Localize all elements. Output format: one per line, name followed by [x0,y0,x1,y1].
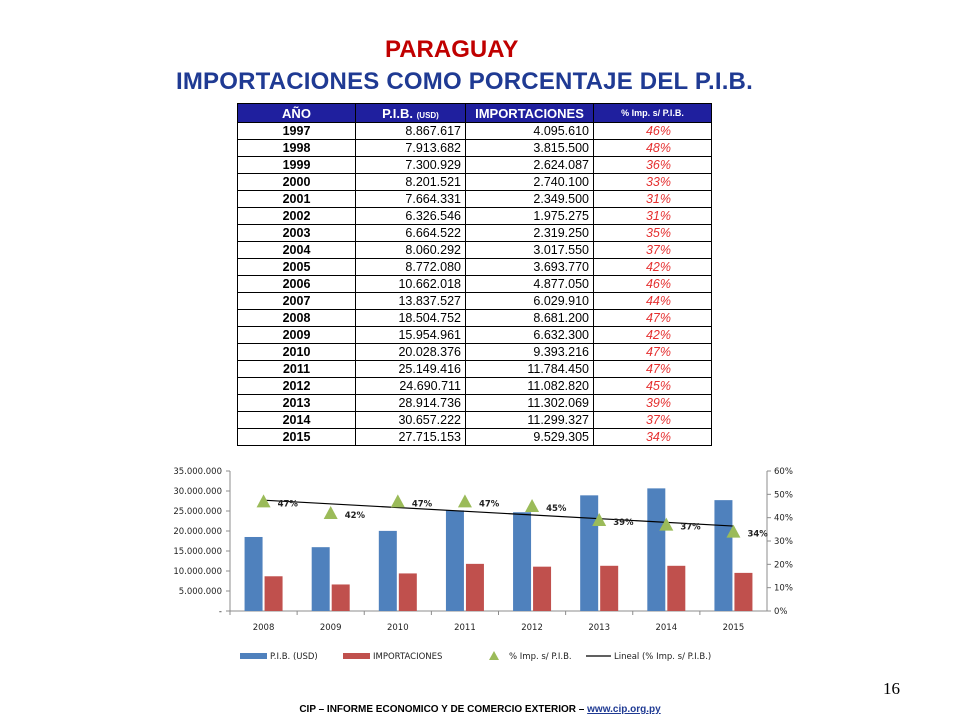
table-body [238,123,712,446]
cell-year: 2008 [238,310,356,327]
y-right-tick-label: 20% [774,560,793,571]
x-tick-label: 2008 [252,623,275,633]
footer-text: CIP – INFORME ECONOMICO Y DE COMERCIO EXTERIOR – [299,704,588,715]
bar-pib [312,547,330,611]
cell-imports: 3.815.500 [466,140,594,157]
bar-imports [667,566,685,611]
y-left-tick-label: 5.000.000 [178,587,222,597]
cell-year: 2013 [238,395,356,412]
cell-pib: 25.149.416 [356,361,466,378]
cell-imports: 11.784.450 [466,361,594,378]
cell-pib: 7.664.331 [356,191,466,208]
cell-pib: 24.690.711 [356,378,466,395]
legend-label: IMPORTACIONES [373,652,443,662]
cell-pct: 47% [594,344,712,361]
y-left-tick-label: 35.000.000 [173,467,222,477]
cell-imports: 2.624.087 [466,157,594,174]
header-pct: % Imp. s/ P.I.B. [594,104,712,123]
cell-pct: 48% [594,140,712,157]
point-label: 42% [344,511,366,521]
y-right-tick-label: 60% [774,467,793,477]
point-marker [525,499,539,512]
table-row [238,395,712,412]
legend-label: Lineal (% Imp. s/ P.I.B.) [614,652,712,662]
cell-pib: 20.028.376 [356,344,466,361]
cell-year: 2009 [238,327,356,344]
table-row [238,242,712,259]
header-pib [356,104,466,123]
table-row [238,429,712,446]
table-row [238,344,712,361]
cell-imports: 9.529.305 [466,429,594,446]
cell-pct: 35% [594,225,712,242]
cell-pib: 8.867.617 [356,123,466,140]
y-right-tick-label: 50% [774,490,793,501]
cell-year: 2001 [238,191,356,208]
combo-chart [150,462,793,670]
cell-year: 2011 [238,361,356,378]
y-left-tick-label: 10.000.000 [173,567,222,577]
table-row [238,140,712,157]
cell-pct: 46% [594,123,712,140]
cell-pct: 44% [594,293,712,310]
y-left-tick-label: 30.000.000 [173,487,222,497]
cell-imports: 3.693.770 [466,259,594,276]
cell-pib: 6.326.546 [356,208,466,225]
x-tick-label: 2015 [722,623,745,633]
cell-imports: 3.017.550 [466,242,594,259]
y-left-tick-label: - [218,607,222,617]
cell-imports: 1.975.275 [466,208,594,225]
cell-pib: 13.837.527 [356,293,466,310]
table-header-row [238,104,712,123]
header-year: AÑO [238,104,356,123]
y-left-tick-label: 25.000.000 [173,507,222,517]
cell-imports: 4.095.610 [466,123,594,140]
cell-pib: 8.060.292 [356,242,466,259]
cell-year: 2000 [238,174,356,191]
cell-pct: 34% [594,429,712,446]
y-right-tick-label: 10% [774,583,793,594]
cell-pib: 30.657.222 [356,412,466,429]
legend-swatch [489,651,499,660]
bar-imports [332,584,350,611]
point-label: 47% [411,499,433,510]
cell-pct: 36% [594,157,712,174]
cell-imports: 8.681.200 [466,310,594,327]
cell-year: 2007 [238,293,356,310]
cell-imports: 9.393.216 [466,344,594,361]
y-right-tick-label: 40% [774,513,793,524]
cell-pib: 15.954.961 [356,327,466,344]
cell-imports: 2.319.250 [466,225,594,242]
table-row [238,174,712,191]
bar-pib [513,512,531,611]
cell-pct: 37% [594,242,712,259]
y-right-tick-label: 0% [774,607,788,617]
cell-year: 2015 [238,429,356,446]
cell-year: 2004 [238,242,356,259]
cell-pib: 7.913.682 [356,140,466,157]
cell-year: 2002 [238,208,356,225]
cell-imports: 11.299.327 [466,412,594,429]
point-label: 47% [478,499,500,510]
bar-pib [647,488,665,611]
table-row [238,123,712,140]
cell-pib: 27.715.153 [356,429,466,446]
x-tick-label: 2013 [588,623,611,633]
bar-pib [714,500,732,611]
header-imports: IMPORTACIONES [466,104,594,123]
bar-pib [446,510,464,611]
cell-pib: 18.504.752 [356,310,466,327]
cell-pct: 39% [594,395,712,412]
bar-pib [580,495,598,611]
legend-swatch [343,653,370,659]
bar-imports [466,564,484,611]
legend-label: P.I.B. (USD) [270,652,318,662]
cell-year: 2010 [238,344,356,361]
cell-pct: 37% [594,412,712,429]
table-row [238,225,712,242]
x-tick-label: 2009 [319,623,342,633]
point-label: 45% [546,504,567,514]
point-marker [391,494,405,507]
table-row [238,412,712,429]
cell-pib: 6.664.522 [356,225,466,242]
cell-year: 1997 [238,123,356,140]
cell-pct: 33% [594,174,712,191]
point-label: 47% [277,499,298,510]
table-row [238,378,712,395]
cell-pct: 46% [594,276,712,293]
footer-link[interactable]: www.cip.org.py [587,704,661,715]
data-table [237,103,712,446]
header-pib-label: P.I.B. [382,105,413,121]
y-left-tick-label: 15.000.000 [173,547,222,557]
cell-pct: 45% [594,378,712,395]
point-label: 39% [613,518,634,528]
cell-year: 1999 [238,157,356,174]
y-left-tick-label: 20.000.000 [173,527,222,537]
cell-year: 2005 [238,259,356,276]
x-tick-label: 2011 [454,623,476,633]
cell-pib: 8.772.080 [356,259,466,276]
bar-imports [734,573,752,611]
page-number: 16 [883,679,900,698]
table-row [238,361,712,378]
cell-imports: 6.029.910 [466,293,594,310]
point-marker [458,494,472,507]
table-row [238,259,712,276]
cell-imports: 2.349.500 [466,191,594,208]
table-row [238,293,712,310]
chart-legend [240,651,711,662]
cell-pct: 42% [594,259,712,276]
cell-imports: 2.740.100 [466,174,594,191]
cell-year: 1998 [238,140,356,157]
table-row [238,157,712,174]
title-country: PARAGUAY [385,36,519,63]
bar-imports [533,567,551,611]
cell-imports: 4.877.050 [466,276,594,293]
cell-pib: 7.300.929 [356,157,466,174]
cell-pct: 31% [594,208,712,225]
table-row [238,191,712,208]
chart-points [257,494,769,539]
header-pib-unit: (USD) [416,110,439,120]
cell-pib: 28.914.736 [356,395,466,412]
legend-label: % Imp. s/ P.I.B. [509,652,572,662]
cell-year: 2014 [238,412,356,429]
table-row [238,310,712,327]
x-tick-label: 2014 [655,623,678,633]
bar-imports [600,566,618,611]
cell-year: 2006 [238,276,356,293]
point-label: 34% [747,529,768,540]
cell-imports: 11.302.069 [466,395,594,412]
cell-pct: 31% [594,191,712,208]
legend-swatch [240,653,267,659]
title-subtitle: IMPORTACIONES COMO PORCENTAJE DEL P.I.B. [176,68,753,95]
bar-pib [245,537,263,611]
cell-imports: 6.632.300 [466,327,594,344]
cell-pib: 10.662.018 [356,276,466,293]
cell-year: 2012 [238,378,356,395]
bar-imports [399,573,417,611]
cell-imports: 11.082.820 [466,378,594,395]
table-row [238,327,712,344]
cell-pct: 47% [594,310,712,327]
table-row [238,276,712,293]
cell-pct: 42% [594,327,712,344]
x-tick-label: 2010 [386,623,409,633]
cell-pib: 8.201.521 [356,174,466,191]
x-tick-label: 2012 [521,623,543,633]
bar-imports [265,576,283,611]
cell-pct: 47% [594,361,712,378]
footer [0,704,960,715]
cell-year: 2003 [238,225,356,242]
point-marker [324,506,338,519]
bar-pib [379,531,397,611]
point-label: 37% [680,522,701,533]
table-row [238,208,712,225]
y-right-tick-label: 30% [774,537,793,547]
